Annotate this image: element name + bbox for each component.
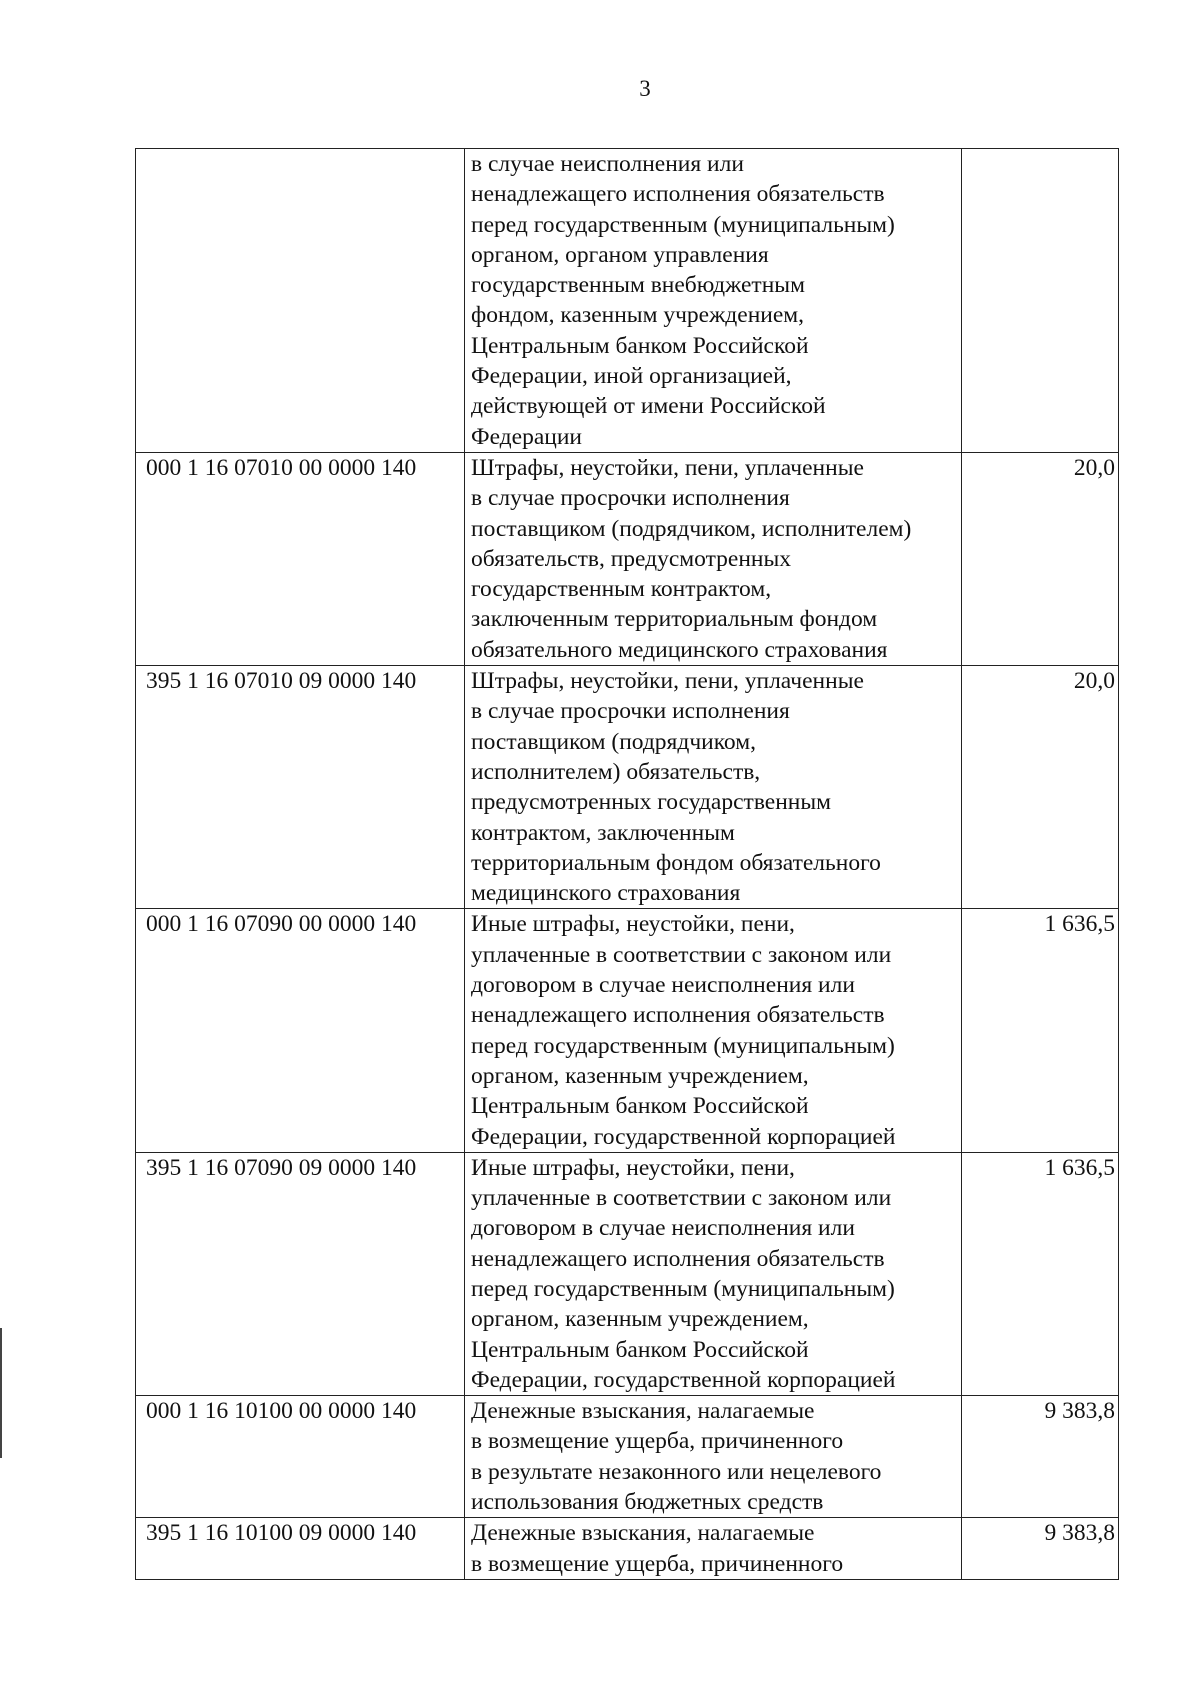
amount-cell: 20,0 [962, 452, 1119, 665]
budget-code-cell: 000 1 16 07090 00 0000 140 [136, 909, 465, 1152]
revenue-name-cell: Иные штрафы, неустойки, пени, уплаченные в соответствии с законом или договором в случае неисполнения или ненадлежащего исполнения обязательств перед государственным (муниципальным) органом, казенным учреждением, Центральным банком Российской Федерации, государственной корпорацией [465, 1152, 962, 1395]
revenue-name-cell: Штрафы, неустойки, пени, уплаченные в случае просрочки исполнения поставщиком (подрядчиком, исполнителем) обязательств, предусмотренных государственным контрактом, заключенным территориальным фондом обязательного медицинского страхования [465, 666, 962, 909]
budget-code-cell: 000 1 16 10100 00 0000 140 [136, 1396, 465, 1518]
amount-cell: 1 636,5 [962, 1152, 1119, 1395]
table-row [136, 149, 1119, 453]
amount-cell: 1 636,5 [962, 909, 1119, 1152]
table-row [136, 1518, 1119, 1580]
table-row [136, 452, 1119, 665]
amount-cell: 9 383,8 [962, 1396, 1119, 1518]
revenue-name-cell: Денежные взыскания, налагаемые в возмещение ущерба, причиненного в результате незаконного или нецелевого использования бюджетных средств [465, 1396, 962, 1518]
revenue-name-cell: Иные штрафы, неустойки, пени, уплаченные в соответствии с законом или договором в случае неисполнения или ненадлежащего исполнения обязательств перед государственным (муниципальным) органом, казенным учреждением, Центральным банком Российской Федерации, государственной корпорацией [465, 909, 962, 1152]
table-row [136, 1396, 1119, 1518]
amount-cell [962, 149, 1119, 453]
amount-cell: 20,0 [962, 666, 1119, 909]
revenue-name-cell: в случае неисполнения или ненадлежащего исполнения обязательств перед государственным (муниципальным) органом, органом управления государственным внебюджетным фондом, казенным учреждением, Центральным банком Российской Федерации, иной организацией, действующей от имени Российской Федерации [465, 149, 962, 453]
table-row [136, 1152, 1119, 1395]
budget-code-cell [136, 149, 465, 453]
table-row [136, 909, 1119, 1152]
revenue-name-cell: Штрафы, неустойки, пени, уплаченные в случае просрочки исполнения поставщиком (подрядчиком, исполнителем) обязательств, предусмотренных государственным контрактом, заключенным территориальным фондом обязательного медицинского страхования [465, 452, 962, 665]
budget-code-cell: 395 1 16 10100 09 0000 140 [136, 1518, 465, 1580]
scan-edge-mark [0, 1328, 2, 1458]
table-row [136, 666, 1119, 909]
budget-code-cell: 395 1 16 07010 09 0000 140 [136, 666, 465, 909]
page-number: 3 [639, 76, 651, 101]
budget-code-cell: 395 1 16 07090 09 0000 140 [136, 1152, 465, 1395]
revenue-name-cell: Денежные взыскания, налагаемые в возмещение ущерба, причиненного [465, 1518, 962, 1580]
revenue-table [135, 148, 1119, 1580]
amount-cell: 9 383,8 [962, 1518, 1119, 1580]
budget-code-cell: 000 1 16 07010 00 0000 140 [136, 452, 465, 665]
